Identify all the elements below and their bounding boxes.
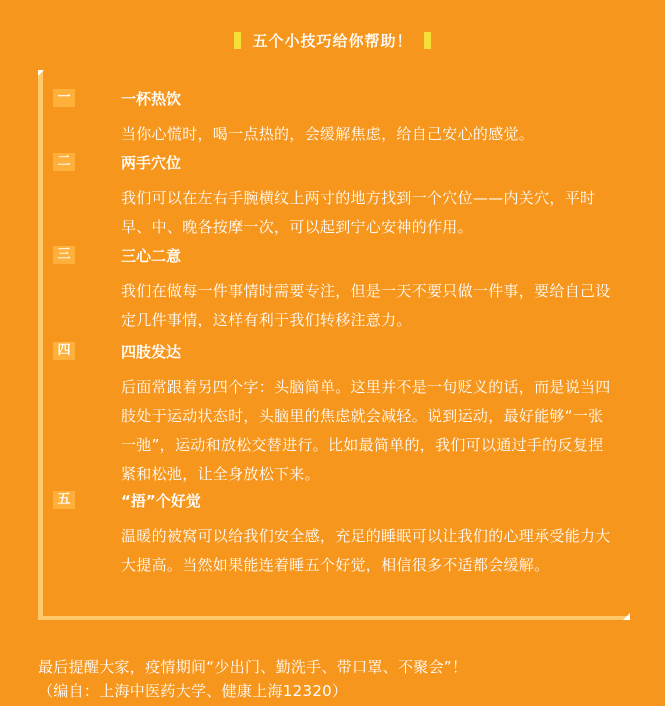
tip-body: 温暖的被窝可以给我们安全感，充足的睡眠可以让我们的心理承受能力大大提高。当然如果能连着睡五个好觉，相信很多不适都会缓解。 [121, 527, 611, 574]
tip-body: 我们可以在左右手腕横纹上两寸的地方找到一个穴位——内关穴，平时早、中、晚各按摩一次，可以起到宁心安神的作用。 [121, 189, 596, 236]
header-bar-right [424, 32, 431, 49]
tip-title: “捂”个好觉 [121, 492, 201, 510]
tips-card [38, 70, 630, 620]
tip-number-badge: 四 [53, 342, 75, 360]
card-left-edge [38, 70, 43, 620]
footer-reminder: 最后提醒大家，疫情期间“少出门、勤洗手、带口罩、不聚会”！ [38, 658, 468, 676]
tip-title: 三心二意 [121, 247, 182, 265]
footer [38, 655, 648, 703]
card-corner-top-left [38, 70, 44, 76]
tip-body: 当你心慌时，喝一点热的，会缓解焦虑，给自己安心的感觉。 [121, 125, 535, 143]
tip-title: 一杯热饮 [121, 90, 182, 108]
header-title: 五个小技巧给你帮助！ [252, 32, 413, 50]
tip-number-badge: 二 [53, 153, 75, 171]
tip-body: 我们在做每一件事情时需要专注，但是一天不要只做一件事，要给自己设定几件事情，这样有利于我们转移注意力。 [121, 282, 611, 329]
tip-title: 两手穴位 [121, 154, 182, 172]
section-header [0, 30, 665, 51]
tip-number-badge: 三 [53, 246, 75, 264]
card-bottom-edge [38, 616, 630, 620]
card-corner-bottom-right [623, 613, 630, 620]
tip-number-badge: 一 [53, 89, 75, 107]
tip-title: 四肢发达 [121, 343, 182, 361]
tip-number-badge: 五 [53, 491, 75, 509]
header-bar-left [234, 32, 241, 49]
tip-body: 后面常跟着另四个字：头脑简单。这里并不是一句贬义的话，而是说当四肢处于运动状态时，头脑里的焦虑就会减轻。说到运动，最好能够“一张一弛”，运动和放松交替进行。比如最简单的，我们可以通过手的反复捏紧和松弛，让全身放松下来。 [121, 378, 611, 483]
footer-source: （编自：上海中医药大学、健康上海12320） [38, 682, 348, 700]
